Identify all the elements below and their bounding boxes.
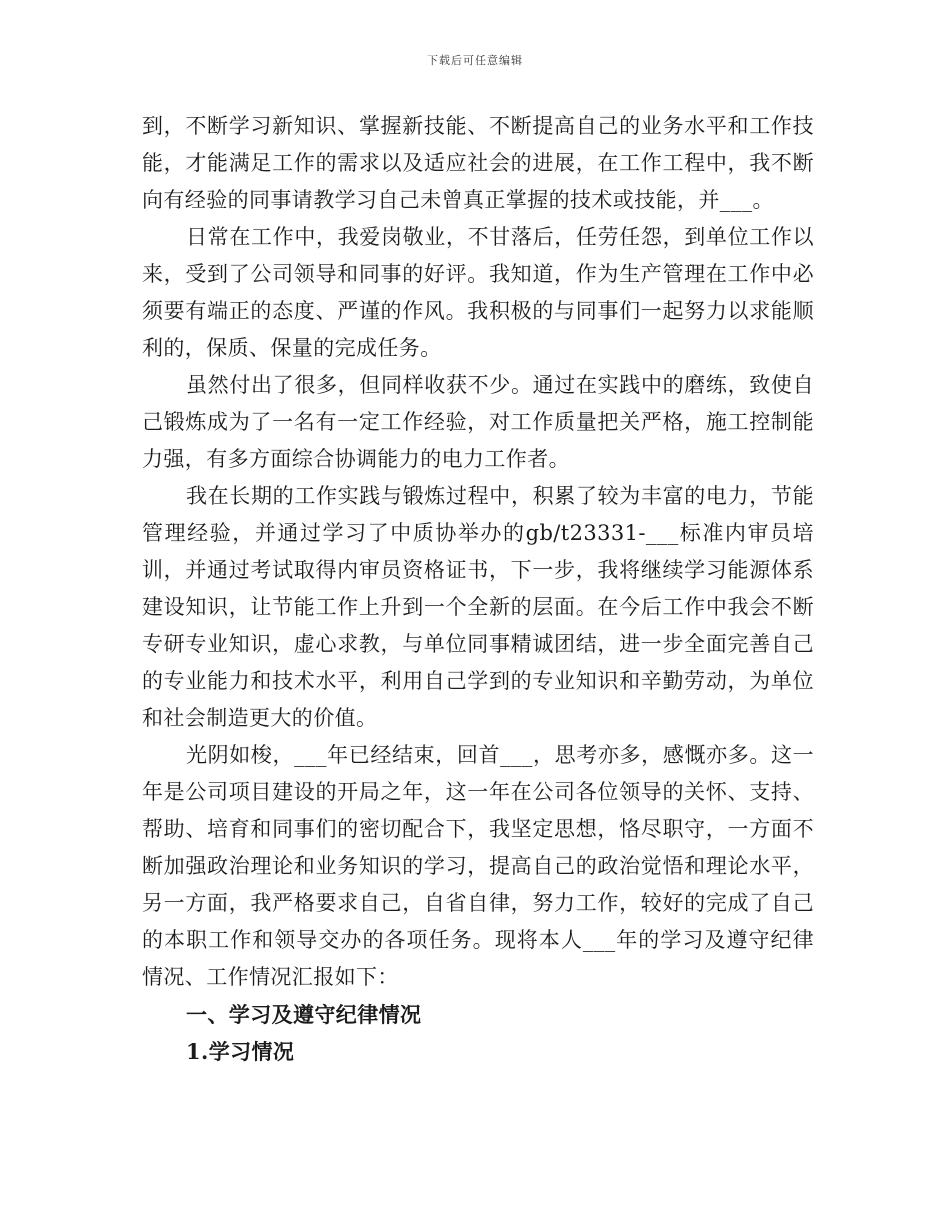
paragraph-continuation: 到，不断学习新知识、掌握新技能、不断提高自己的业务水平和工作技能，才能满足工作的需求以及适应社会的进展，在工作工程中，我不断向有经验的同事请教学习自己未曾真正掌握的技术或技能，并___。 bbox=[142, 114, 814, 212]
paragraph-daily-work: 日常在工作中，我爱岗敬业，不甘落后，任劳任怨，到单位工作以来，受到了公司领导和同事的好评。我知道，作为生产管理在工作中必须要有端正的态度、严谨的作风。我积极的与同事们一起努力以求能顺利的，保质、保量的完成任务。 bbox=[142, 225, 814, 360]
paragraph-harvest: 虽然付出了很多，但同样收获不少。通过在实践中的磨练，致使自己锻炼成为了一名有一定工作经验，对工作质量把关严格，施工控制能力强，有多方面综合协调能力的电力工作者。 bbox=[142, 373, 814, 471]
paragraph-experience: 我在长期的工作实践与锻炼过程中，积累了较为丰富的电力，节能管理经验，并通过学习了中质协举办的gb/t23331-___标准内审员培训，并通过考试取得内审员资格证书，下一步，我将继续学习能源体系建设知识，让节能工作上升到一个全新的层面。在今后工作中我会不断专研专业知识，虚心求教，与单位同事精诚团结，进一步全面完善自己的专业能力和技术水平，利用自己学到的专业知识和辛勤劳动，为单位和社会制造更大的价值。 bbox=[142, 484, 814, 730]
section-heading: 一、学习及遵守纪律情况 bbox=[186, 1002, 422, 1027]
document-body bbox=[142, 108, 814, 1070]
subsection-heading: 1.学习情况 bbox=[186, 1039, 295, 1064]
paragraph-year-summary: 光阴如梭，___年已经结束，回首___，思考亦多，感慨亦多。这一年是公司项目建设的开局之年，这一年在公司各位领导的关怀、支持、帮助、培育和同事们的密切配合下，我坚定思想，恪尽职守，一方面不断加强政治理论和业务知识的学习，提高自己的政治觉悟和理论水平，另一方面，我严格要求自己，自省自律，努力工作，较好的完成了自己的本职工作和领导交办的各项任务。现将本人___年的学习及遵守纪律情况、工作情况汇报如下： bbox=[142, 743, 814, 989]
page-header-note: 下载后可任意编辑 bbox=[427, 54, 523, 67]
